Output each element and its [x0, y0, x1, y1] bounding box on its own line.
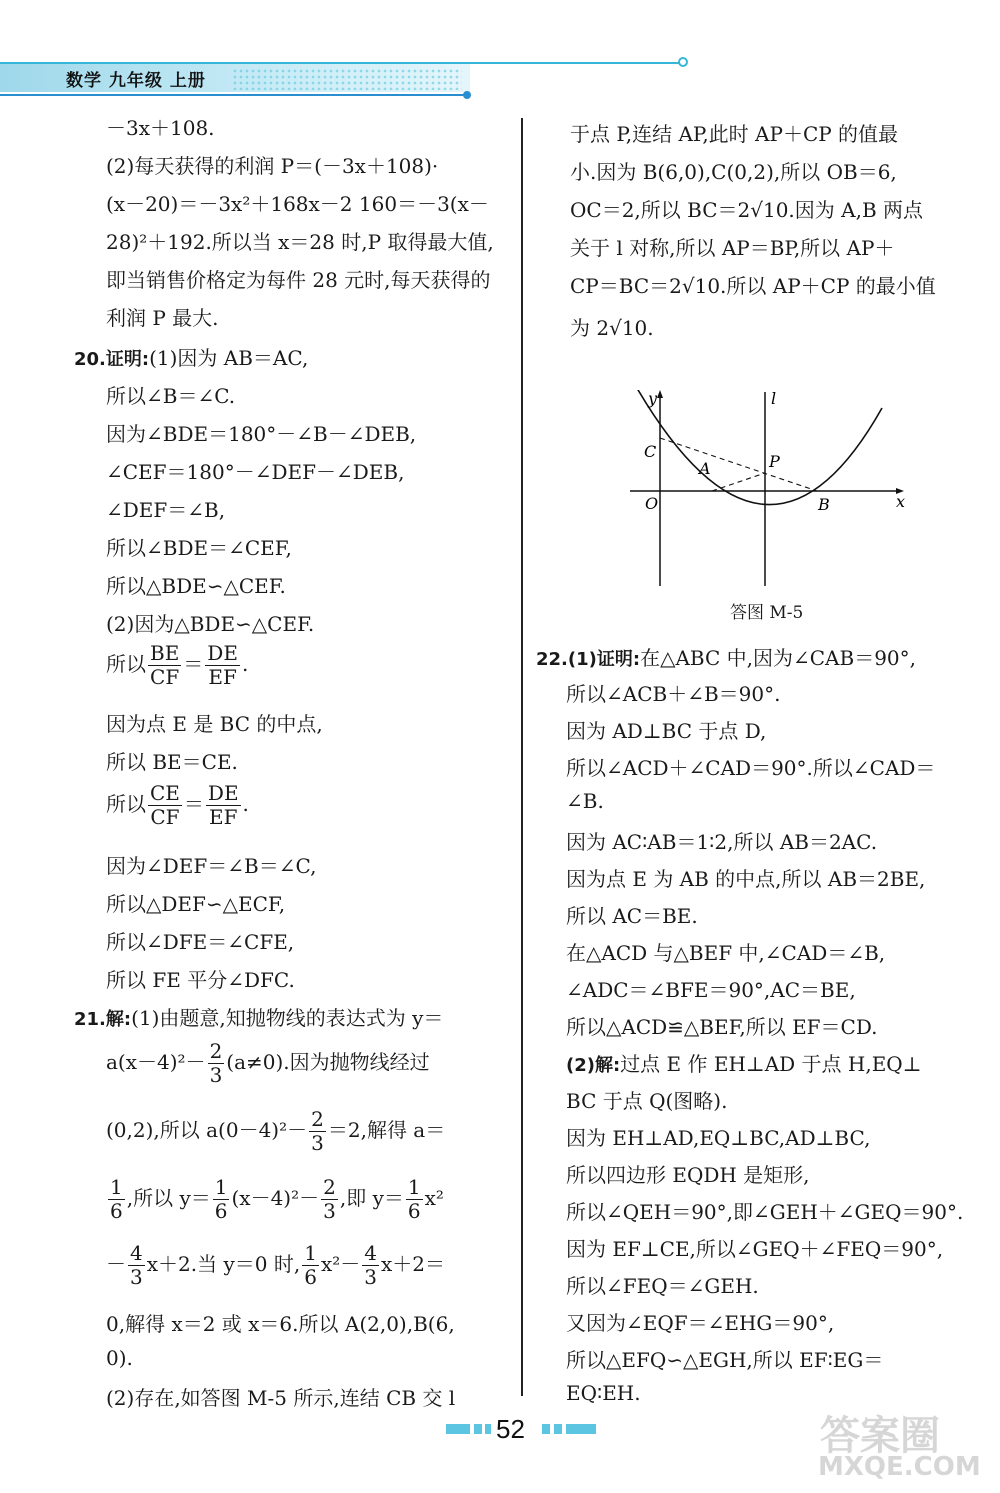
text-line: 所以∠ACB＋∠B＝90°.	[566, 682, 781, 706]
problem-line: 21.解:(1)由题意,知抛物线的表达式为 y＝	[74, 1006, 444, 1030]
text-line: CP＝BC＝2√10.所以 AP＋CP 的最小值	[570, 274, 936, 298]
text-line: ∠DEF＝∠B,	[106, 498, 226, 522]
label-l: l	[771, 390, 777, 408]
text-line: 所以△BDE∽△CEF.	[106, 574, 286, 598]
text-line: －3x＋108.	[106, 116, 215, 140]
label-x: x	[896, 492, 906, 511]
text-line: 因为∠DEF＝∠B＝∠C,	[106, 854, 317, 878]
text-line: (2)解:过点 E 作 EH⊥AD 于点 H,EQ⊥	[566, 1052, 922, 1076]
problem-line: 22.(1)证明:在△ABC 中,因为∠CAB＝90°,	[536, 646, 916, 670]
text-line: 小.因为 B(6,0),C(0,2),所以 OB＝6,	[570, 160, 897, 184]
problem-line	[74, 342, 308, 371]
text-line: 即当销售价格定为每件 28 元时,每天获得的	[106, 268, 491, 292]
header-rule-bottom	[0, 94, 466, 96]
text-line: ∠CEF＝180°－∠DEF－∠DEB,	[106, 460, 405, 484]
label-y: y	[648, 390, 658, 408]
solution-label: (2)解:	[566, 1055, 621, 1076]
problem-number: 20.	[74, 349, 106, 370]
text-line: 因为 EH⊥AD,EQ⊥BC,AD⊥BC,	[566, 1126, 871, 1150]
text-line: 所以四边形 EQDH 是矩形,	[566, 1163, 810, 1187]
text-line: (2)每天获得的利润 P＝(－3x＋108)·	[106, 154, 439, 178]
text-line: 所以∠BDE＝∠CEF,	[106, 536, 292, 560]
text-line: 又因为∠EQF＝∠EHG＝90°,	[566, 1311, 835, 1335]
label-c: C	[644, 442, 657, 461]
text-line: OC＝2,所以 BC＝2√10.因为 A,B 两点	[570, 198, 923, 222]
proof-label: (1)证明:	[567, 649, 641, 670]
fraction: $\frac{2}{3}$	[209, 1039, 223, 1087]
y-axis-arrow-icon	[657, 390, 663, 398]
watermark-site: MXQE.COM	[818, 1452, 981, 1482]
fraction: $\frac{2}{3}$	[311, 1107, 324, 1155]
text-line: 因为 AC∶AB＝1∶2,所以 AB＝2AC.	[566, 830, 878, 854]
header-dot-pattern	[232, 68, 462, 90]
problem-number: 21.	[74, 1009, 106, 1030]
text-line: ∠B.	[566, 789, 604, 813]
text-line: 所以∠ACD＋∠CAD＝90°.所以∠CAD＝	[566, 756, 936, 780]
fraction: $\frac{4}{3}$	[130, 1241, 143, 1289]
fraction-line: $\frac{1}{6}$ ,所以 y＝ $\frac{1}{6}$ (x－4)²－ $\frac{2}{3}$ ,即 y＝ $\frac{1}{6}$ x²	[110, 1175, 444, 1223]
page-header	[0, 58, 690, 100]
footer-bar	[554, 1424, 562, 1434]
footer-bar	[542, 1424, 550, 1434]
fraction: $\frac{CE}{CF}$	[150, 781, 180, 829]
header-dot-icon	[463, 91, 471, 99]
text-line: (2)因为△BDE∽△CEF.	[106, 612, 315, 636]
footer-bar	[485, 1424, 491, 1434]
footer-bar	[446, 1424, 470, 1434]
header-rule-top	[0, 62, 680, 64]
text-line: 所以△ACD≌△BEF,所以 EF＝CD.	[566, 1015, 878, 1039]
fraction: $\frac{1}{6}$	[214, 1175, 228, 1223]
label-a: A	[699, 459, 711, 478]
text-line: 为 2√10.	[570, 316, 654, 340]
text-line: (2)存在,如答图 M-5 所示,连结 CB 交 l	[106, 1386, 456, 1410]
text-line: 因为点 E 是 BC 的中点,	[106, 712, 323, 736]
fraction-line: － $\frac{4}{3}$ x＋2.当 y＝0 时, $\frac{1}{6}$ x²－ $\frac{4}{3}$ x＋2＝	[106, 1241, 445, 1289]
parabola-figure	[620, 390, 910, 590]
text: (1)因为 AB＝AC,	[149, 346, 309, 370]
text-line: (x－20)＝－3x²＋168x－2 160＝－3(x－	[106, 192, 489, 216]
text-line: 因为 EF⊥CE,所以∠GEQ＋∠FEQ＝90°,	[566, 1237, 944, 1261]
book-title: 数学 九年级 上册	[66, 71, 206, 91]
problem-number: 22.	[536, 649, 568, 670]
text-line: ∠ADC＝∠BFE＝90°,AC＝BE,	[566, 978, 856, 1002]
text-line: 所以 FE 平分∠DFC.	[106, 968, 295, 992]
text-line: EQ∶EH.	[566, 1381, 641, 1405]
text-line: 所以∠FEQ＝∠GEH.	[566, 1274, 759, 1298]
page-number: 52	[496, 1414, 525, 1444]
footer-bar	[566, 1424, 596, 1434]
fraction-line: 所以 $\frac{BE}{CF}$ ＝ $\frac{DE}{EF}$ .	[106, 641, 249, 689]
figure-caption: 答图 M-5	[730, 603, 804, 623]
fraction: $\frac{DE}{EF}$	[207, 641, 238, 689]
text-line: 0).	[106, 1346, 133, 1370]
text-line: 所以 BE＝CE.	[106, 750, 238, 774]
segment-cb	[660, 438, 817, 491]
label-p: P	[769, 452, 780, 471]
fraction: $\frac{2}{3}$	[323, 1175, 336, 1223]
text-line: BC 于点 Q(图略).	[566, 1089, 728, 1113]
fraction-line: 所以 $\frac{CE}{CF}$ ＝ $\frac{DE}{EF}$ .	[106, 781, 249, 829]
proof-label: 证明:	[105, 349, 150, 370]
text-line: 因为 AD⊥BC 于点 D,	[566, 719, 767, 743]
header-ring-icon	[678, 57, 688, 67]
text-line: 所以∠B＝∠C.	[106, 384, 236, 408]
fraction: $\frac{1}{6}$	[110, 1175, 123, 1223]
text-line: 所以∠DFE＝∠CFE,	[106, 930, 295, 954]
fraction-line: a(x－4)²－ $\frac{2}{3}$ (a≠0).因为抛物线经过	[106, 1039, 430, 1087]
column-divider	[521, 118, 523, 1396]
text-line: 所以∠QEH＝90°,即∠GEH＋∠GEQ＝90°.	[566, 1200, 964, 1224]
text-line: 28)²＋192.所以当 x＝28 时,P 取得最大值,	[106, 230, 494, 254]
fraction: $\frac{1}{6}$	[407, 1175, 421, 1223]
text-line: 0,解得 x＝2 或 x＝6.所以 A(2,0),B(6,	[106, 1312, 455, 1336]
text-line: 因为∠BDE＝180°－∠B－∠DEB,	[106, 422, 417, 446]
text-line: 因为点 E 为 AB 的中点,所以 AB＝2BE,	[566, 867, 926, 891]
text-line: 所以△DEF∽△ECF,	[106, 892, 286, 916]
footer-bar	[474, 1424, 482, 1434]
fraction: $\frac{4}{3}$	[364, 1241, 377, 1289]
text-line: 所以△EFQ∽△EGH,所以 EF∶EG＝	[566, 1348, 884, 1372]
watermark-logo: 答案圈	[820, 1413, 940, 1459]
text-line: 所以 AC＝BE.	[566, 904, 698, 928]
text-line: 关于 l 对称,所以 AP＝BP,所以 AP＋	[570, 236, 895, 260]
text-line: 于点 P,连结 AP,此时 AP＋CP 的值最	[570, 122, 899, 146]
label-o: O	[645, 494, 659, 513]
solution-label: 解:	[105, 1009, 132, 1030]
parabola-curve	[630, 390, 882, 505]
fraction: $\frac{BE}{CF}$	[150, 641, 180, 689]
text-line: 利润 P 最大.	[106, 306, 219, 330]
fraction-line: (0,2),所以 a(0－4)²－ $\frac{2}{3}$ ＝2,解得 a＝	[106, 1107, 446, 1155]
fraction: $\frac{DE}{EF}$	[207, 781, 239, 829]
fraction: $\frac{1}{6}$	[304, 1241, 317, 1289]
text-line: 在△ACD 与△BEF 中,∠CAD＝∠B,	[566, 941, 886, 965]
label-b: B	[818, 495, 830, 514]
